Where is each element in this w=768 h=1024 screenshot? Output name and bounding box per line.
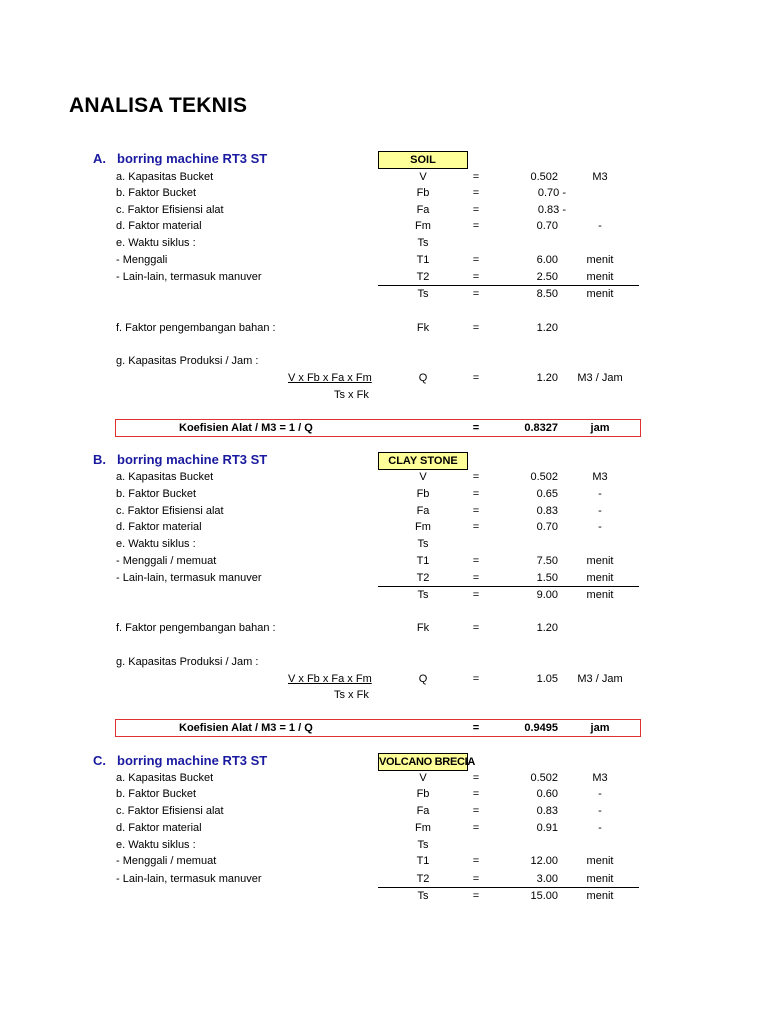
param-label: a. Kapasitas Bucket [116, 471, 214, 483]
param-value: 0.83 [536, 505, 558, 517]
param-symbol: Ts [417, 237, 429, 249]
equals-sign: = [472, 322, 480, 334]
page-title: ANALISA TEKNIS [69, 94, 248, 117]
param-unit: menit [586, 271, 614, 283]
param-label: - Lain-lain, termasuk manuver [116, 271, 262, 283]
param-symbol: Fa [416, 204, 430, 216]
param-label: b. Faktor Bucket [116, 488, 197, 500]
equals-sign: = [472, 805, 480, 817]
param-unit: menit [586, 855, 614, 867]
param-value: 1.50 [536, 572, 558, 584]
param-unit: M3 / Jam [577, 673, 623, 685]
param-symbol: Fb [416, 488, 430, 500]
section-title: borring machine RT3 ST [117, 452, 268, 467]
param-label: c. Faktor Efisiensi alat [116, 204, 224, 216]
param-unit: menit [586, 572, 614, 584]
equals-sign: = [472, 622, 480, 634]
material-badge: CLAY STONE [378, 452, 468, 470]
section-letter: A. [93, 151, 106, 166]
param-label: b. Faktor Bucket [116, 788, 197, 800]
equals-sign: = [472, 171, 480, 183]
param-unit: menit [586, 288, 614, 300]
param-unit: - [598, 505, 602, 517]
equals-sign: = [472, 187, 480, 199]
param-label: - Menggali / memuat [116, 555, 217, 567]
param-value: 12.00 [530, 855, 558, 867]
equals-sign: = [472, 471, 480, 483]
param-value: 0.502 [530, 772, 558, 784]
param-value: 1.20 [536, 622, 558, 634]
param-value: 2.50 [536, 271, 558, 283]
param-symbol: T1 [416, 555, 430, 567]
param-label: c. Faktor Efisiensi alat [116, 505, 224, 517]
param-label: f. Faktor pengembangan bahan : [116, 322, 276, 334]
equals-sign: = [472, 873, 480, 885]
section-title: borring machine RT3 ST [117, 151, 268, 166]
param-label: c. Faktor Efisiensi alat [116, 805, 224, 817]
param-symbol: Ts [417, 839, 429, 851]
param-value: 0.65 [536, 488, 558, 500]
param-value: 0.70 [536, 220, 558, 232]
param-value: 1.20 [536, 372, 558, 384]
param-label: e. Waktu siklus : [116, 237, 196, 249]
equals-sign: = [472, 589, 480, 601]
param-symbol: Fk [416, 622, 430, 634]
section-letter: B. [93, 452, 106, 467]
param-label: d. Faktor material [116, 822, 202, 834]
equals-sign: = [472, 673, 480, 685]
param-label: g. Kapasitas Produksi / Jam : [116, 656, 259, 668]
param-label: b. Faktor Bucket [116, 187, 197, 199]
param-value: 0.502 [530, 171, 558, 183]
formula-denominator: Ts x Fk [334, 689, 369, 701]
param-symbol: T1 [416, 855, 430, 867]
equals-sign: = [472, 890, 480, 902]
equals-sign: = [472, 372, 480, 384]
coefficient-value: 0.8327 [524, 422, 558, 434]
param-value: 0.70 [536, 521, 558, 533]
param-unit: menit [586, 890, 614, 902]
equals-sign: = [472, 204, 480, 216]
param-value: 9.00 [536, 589, 558, 601]
param-value: 0.502 [530, 471, 558, 483]
param-unit: - [598, 488, 602, 500]
equals-sign: = [472, 788, 480, 800]
param-unit: M3 [592, 471, 608, 483]
section-title: borring machine RT3 ST [117, 753, 268, 768]
param-unit: - [598, 822, 602, 834]
formula-numerator: V x Fb x Fa x Fm [288, 372, 372, 384]
param-unit: - [598, 788, 602, 800]
param-value: 3.00 [536, 873, 558, 885]
param-label: g. Kapasitas Produksi / Jam : [116, 355, 259, 367]
param-symbol: Q [418, 372, 428, 384]
param-unit: - [598, 220, 602, 232]
section-letter: C. [93, 753, 106, 768]
equals-sign: = [472, 288, 480, 300]
param-label: d. Faktor material [116, 521, 202, 533]
param-value: 7.50 [536, 555, 558, 567]
param-symbol: Fb [416, 788, 430, 800]
equals-sign: = [472, 572, 480, 584]
param-symbol: T1 [416, 254, 430, 266]
param-symbol: T2 [416, 873, 430, 885]
param-value: 0.91 [536, 822, 558, 834]
equals-sign: = [472, 521, 480, 533]
coefficient-label: Koefisien Alat / M3 = 1 / Q [179, 422, 313, 434]
param-symbol: Q [418, 673, 428, 685]
param-symbol: Ts [417, 890, 429, 902]
param-value: 8.50 [536, 288, 558, 300]
param-unit: M3 / Jam [577, 372, 623, 384]
param-symbol: T2 [416, 572, 430, 584]
param-symbol: V [419, 471, 427, 483]
param-label: - Lain-lain, termasuk manuver [116, 873, 262, 885]
param-label: d. Faktor material [116, 220, 202, 232]
material-badge: VOLCANO BRECIA [378, 753, 468, 771]
param-value: 1.05 [536, 673, 558, 685]
material-badge: SOIL [378, 151, 468, 169]
param-symbol: Fb [416, 187, 430, 199]
equals-sign: = [472, 722, 480, 734]
param-value: 0.60 [536, 788, 558, 800]
param-label: f. Faktor pengembangan bahan : [116, 622, 276, 634]
param-symbol: T2 [416, 271, 430, 283]
coefficient-unit: jam [590, 722, 610, 734]
param-unit: menit [586, 254, 614, 266]
param-unit: menit [586, 589, 614, 601]
equals-sign: = [472, 505, 480, 517]
param-unit: - [598, 805, 602, 817]
equals-sign: = [472, 271, 480, 283]
param-symbol: Fm [415, 220, 431, 232]
param-value: 0.83 - [537, 204, 566, 216]
param-symbol: Fa [416, 505, 430, 517]
param-label: e. Waktu siklus : [116, 839, 196, 851]
param-symbol: Fm [415, 822, 431, 834]
param-symbol: Ts [417, 288, 429, 300]
equals-sign: = [472, 772, 480, 784]
coefficient-label: Koefisien Alat / M3 = 1 / Q [179, 722, 313, 734]
formula-denominator: Ts x Fk [334, 389, 369, 401]
equals-sign: = [472, 254, 480, 266]
param-unit: M3 [592, 772, 608, 784]
param-label: a. Kapasitas Bucket [116, 772, 214, 784]
param-label: - Lain-lain, termasuk manuver [116, 572, 262, 584]
param-symbol: V [419, 171, 427, 183]
coefficient-unit: jam [590, 422, 610, 434]
param-unit: - [598, 521, 602, 533]
formula-numerator: V x Fb x Fa x Fm [288, 673, 372, 685]
equals-sign: = [472, 855, 480, 867]
param-value: 6.00 [536, 254, 558, 266]
equals-sign: = [472, 555, 480, 567]
coefficient-value: 0.9495 [524, 722, 558, 734]
equals-sign: = [472, 822, 480, 834]
param-unit: menit [586, 555, 614, 567]
param-symbol: Fk [416, 322, 430, 334]
param-symbol: Fm [415, 521, 431, 533]
param-label: e. Waktu siklus : [116, 538, 196, 550]
param-label: - Menggali / memuat [116, 855, 217, 867]
param-value: 1.20 [536, 322, 558, 334]
param-value: 0.70 - [537, 187, 566, 199]
param-symbol: Ts [417, 589, 429, 601]
param-unit: menit [586, 873, 614, 885]
param-label: - Menggali [116, 254, 168, 266]
param-value: 0.83 [536, 805, 558, 817]
equals-sign: = [472, 488, 480, 500]
param-unit: M3 [592, 171, 608, 183]
param-label: a. Kapasitas Bucket [116, 171, 214, 183]
param-value: 15.00 [530, 890, 558, 902]
equals-sign: = [472, 422, 480, 434]
param-symbol: Fa [416, 805, 430, 817]
equals-sign: = [472, 220, 480, 232]
param-symbol: Ts [417, 538, 429, 550]
param-symbol: V [419, 772, 427, 784]
